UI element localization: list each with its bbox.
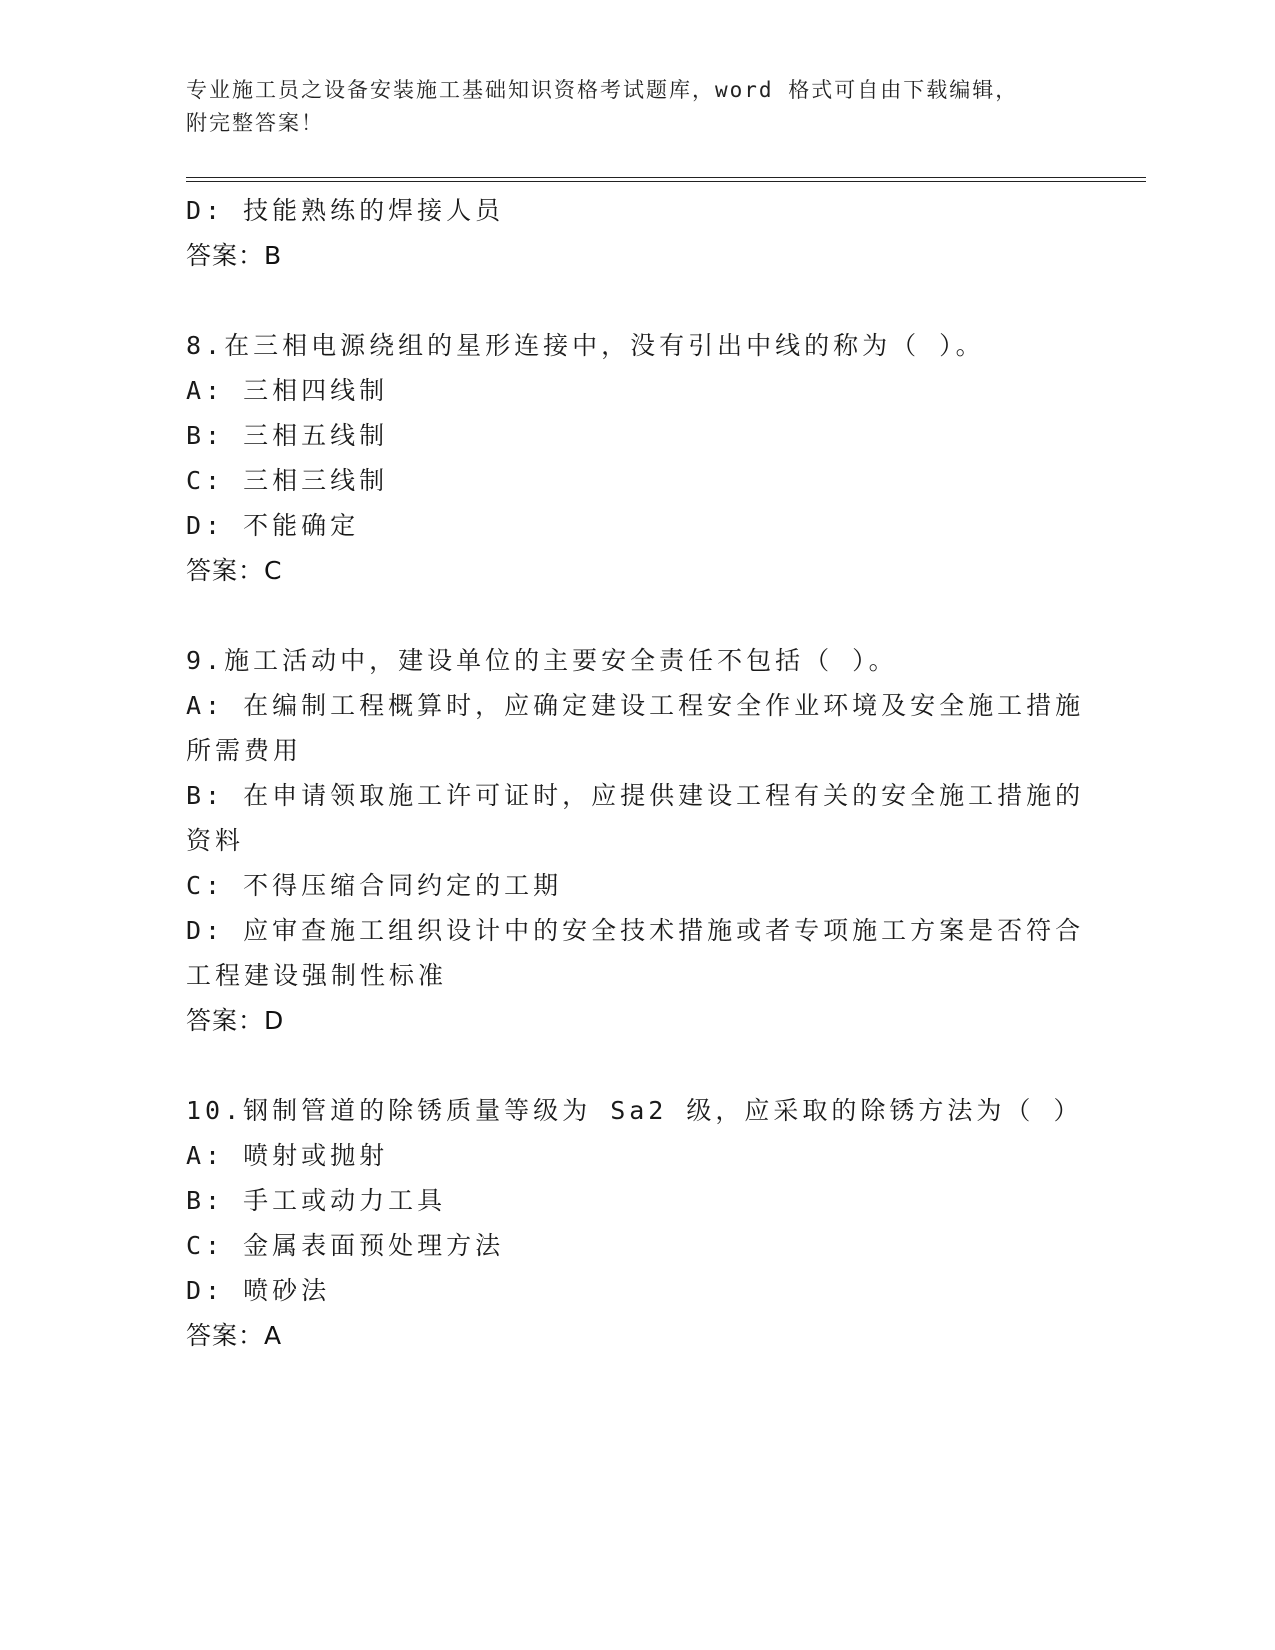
question-spacer — [186, 594, 1066, 638]
option-a: A: 喷射或抛射 — [186, 1141, 389, 1170]
option-b-line-2: 资料 — [186, 826, 245, 855]
header-line-2: 附完整答案！ — [186, 111, 324, 135]
question-stem: 9.施工活动中，建设单位的主要安全责任不包括（ ）。 — [186, 646, 898, 675]
question-10 — [186, 1088, 1083, 1359]
option-b: B: 手工或动力工具 — [186, 1186, 447, 1215]
answer-line: 答案：A — [186, 1321, 283, 1350]
answer-line: 答案：D — [186, 1006, 285, 1035]
option-b-line-1: B: 在申请领取施工许可证时，应提供建设工程有关的安全施工措施的 — [186, 781, 1085, 810]
option-a-line-1: A: 在编制工程概算时，应确定建设工程安全作业环境及安全施工措施 — [186, 691, 1085, 720]
option-a: A: 三相四线制 — [186, 376, 389, 405]
question-8 — [186, 323, 1066, 594]
question-stem: 8.在三相电源绕组的星形连接中，没有引出中线的称为（ ）。 — [186, 331, 985, 360]
question-7-tail — [186, 188, 1066, 279]
question-stem: 10.钢制管道的除锈质量等级为 Sa2 级，应采取的除锈方法为（ ） — [186, 1096, 1083, 1125]
option-b: B: 三相五线制 — [186, 421, 389, 450]
option-d-line-1: D: 应审查施工组织设计中的安全技术措施或者专项施工方案是否符合 — [186, 916, 1085, 945]
option-c: C: 三相三线制 — [186, 466, 389, 495]
answer-line: 答案：C — [186, 556, 283, 585]
option-c: C: 金属表面预处理方法 — [186, 1231, 505, 1260]
header-line-1: 专业施工员之设备安装施工基础知识资格考试题库，word 格式可自由下载编辑， — [186, 78, 1019, 102]
option-c: C: 不得压缩合同约定的工期 — [186, 871, 563, 900]
page-header — [186, 74, 1066, 140]
option-d-line-2: 工程建设强制性标准 — [186, 961, 448, 990]
option-a-line-2: 所需费用 — [186, 736, 303, 765]
option-d: D: 技能熟练的焊接人员 — [186, 196, 505, 225]
question-9 — [186, 638, 1085, 1044]
answer-line: 答案：B — [186, 241, 283, 270]
header-divider-bottom — [186, 181, 1146, 182]
question-spacer — [186, 1044, 1066, 1088]
header-divider-top — [186, 177, 1146, 178]
option-d: D: 喷砂法 — [186, 1276, 331, 1305]
question-list — [186, 188, 1085, 1359]
question-spacer — [186, 279, 1066, 323]
option-d: D: 不能确定 — [186, 511, 360, 540]
